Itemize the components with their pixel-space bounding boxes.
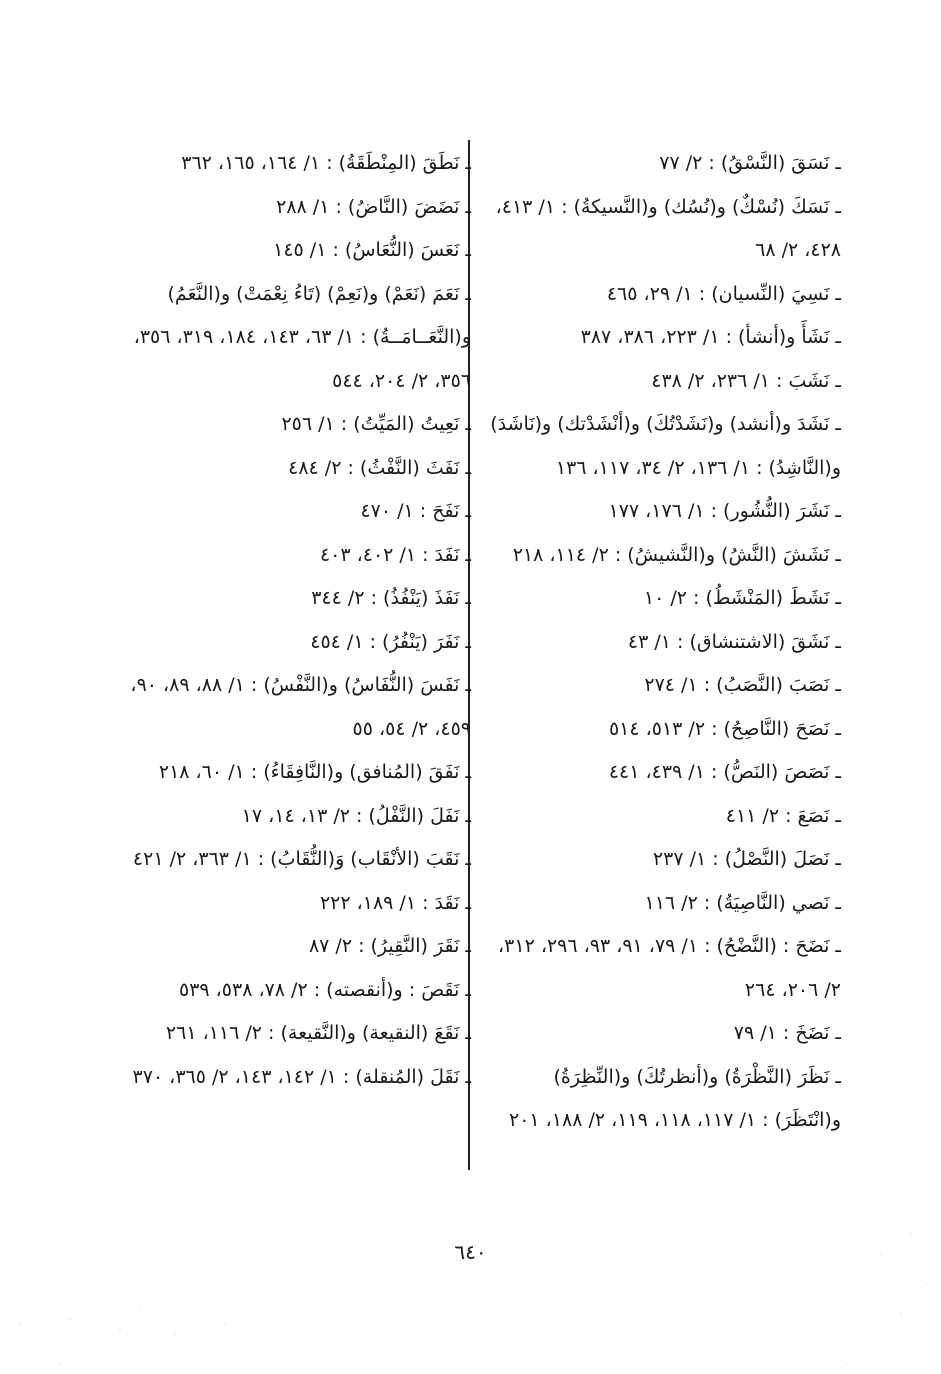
index-entry: ـ نَسَكَ (نُسْكٌ) و(نُسُك) و(النَّسيكةُ) : ١/ ٤١٣، ٤٢٨، ٢/ ٦٨: [495, 195, 841, 261]
index-entry: ـ نَفَرَ (يَنْفُرُ) : ١/ ٤٥٤: [310, 630, 471, 653]
index-column-left: [126, 142, 471, 1099]
index-entry: ـ نَشَدَ و(أنشد) و(نَشَدْتُكَ) و(أنْشَدْتك) و(نَاشَدَ) و(النَّاشِدُ) : ١/ ١٣٦، ٢/ ٣٤، ١١٧، ١٣٦: [490, 413, 841, 479]
index-entry: ـ نَضَحَ : (النَّضْحُ) : ١/ ٧٩، ٩١، ٩٣، ٢٩٦، ٣١٢، ٢/ ٢٠٦، ٢٦٤: [498, 935, 841, 1001]
index-entry: ـ نَفَقَ (المُنافق) و(النَّافِقَاءُ) : ١/ ٦٠، ٢١٨: [158, 761, 471, 783]
index-entry: ـ نَصَحَ (النَّاصِحُ) : ٢/ ٥١٣، ٥١٤: [608, 717, 841, 740]
index-entry: ـ نَصَلَ (النَّصْلُ) : ١/ ٢٣٧: [652, 848, 841, 870]
index-entry: ـ نَطَقَ (المِنْطَقَةُ) : ١/ ١٦٤، ١٦٥، ٣٦٢: [181, 152, 471, 174]
index-entry: ـ نَسَقَ (النَّسْقُ) : ٢/ ٧٧: [659, 152, 841, 174]
index-entry: ـ نَفَسَ (النُّفَاسُ) و(النَّفْسُ) : ١/ ٨٨، ٨٩، ٩٠، ٤٥٩، ٢/ ٥٤، ٥٥: [130, 674, 471, 740]
index-entry: ـ نَفَدَ : ١/ ٤٠٢، ٤٠٣: [319, 543, 471, 566]
index-column-right: [486, 142, 841, 1143]
page-number: ٦٤٠: [454, 1240, 487, 1264]
index-entry: ـ نَشَرَ (النُّشُور) : ١/ ١٧٦، ١٧٧: [608, 500, 841, 522]
index-entry: ـ نَقَرَ (النَّقِيرُ) : ٢/ ٨٧: [308, 935, 471, 957]
index-entry: ـ نَقَبَ (الأنْقَاب) وَ(النُّقَابُ) : ١/ ٣٦٣، ٢/ ٤٢١: [132, 848, 471, 870]
index-entry: ـ نَشَطَ (المَنْشَطُ) : ٢/ ١٠: [643, 587, 841, 609]
index-entry: ـ نَعِيتُ (المَيِّتُ) : ١/ ٢٥٦: [281, 413, 471, 435]
index-entry: ـ نَفَثَ (النَّفْثُ) : ٢/ ٤٨٤: [288, 456, 471, 479]
index-entry: ـ نَصَصَ (النَصُّ) : ١/ ٤٣٩، ٤٤١: [608, 761, 841, 783]
index-entry: ـ نَقَلَ (المُنقلة) : ١/ ١٤٢، ١٤٣، ٢/ ٣٦٥، ٣٧٠: [132, 1065, 471, 1088]
index-entry: ـ نَشَأَ و(أنشأ) : ١/ ٢٢٣، ٣٨٦، ٣٨٧: [580, 326, 841, 348]
index-entry: ـ نَشَقَ (الاشتنشاق) : ١/ ٤٣: [627, 630, 841, 653]
scan-noise-left: [0, 1264, 280, 1374]
index-entry: ـ نَضَخَ : ١/ ٧٩: [733, 1022, 841, 1044]
index-entry: ـ نَسِيَ (النِّسيان) : ١/ ٢٩، ٤٦٥: [606, 282, 841, 305]
index-entry: ـ نَعَسَ (النُّعَاسُ) : ١/ ١٤٥: [273, 239, 471, 261]
index-entry: ـ نَظَرَ (النَّظْرَةُ) و(أنظرتُكَ) و(النِّظِرَةُ) و(انْتَظَرَ) : ١/ ١١٧، ١١٨، ١١٩، ٢/ ١٨٨، ٢٠١: [508, 1065, 841, 1131]
index-entry: ـ نَقَدَ : ١/ ١٨٩، ٢٢٢: [319, 891, 471, 914]
index-entry: ـ نَشَبَ : ١/ ٢٣٦، ٢/ ٤٣٨: [651, 369, 841, 392]
index-entry: ـ نَقَعَ (النقيعة) و(النَّقيعة) : ٢/ ١١٦، ٢٦١: [165, 1022, 471, 1044]
index-entry: ـ نَضَضَ (النَّاضُ) : ١/ ٢٨٨: [276, 195, 471, 218]
index-entry: ـ نَقَصَ : و(أنقصته) : ٢/ ٧٨، ٥٣٨، ٥٣٩: [178, 978, 471, 1001]
index-entry: ـ نَصي (النَّاصِيَةُ) : ٢/ ١١٦: [644, 891, 841, 914]
index-entry: ـ نَعَمَ (نَعَمْ) و(نَعِمْ) (تَاءُ نِعْمَتْ) و(النَّعَمُ) و(النَّعَــامَــةُ) : ١/ ٦٣، ١٤٣، ١٨٤، ٣١٩، ٣٥٦، ٣٥٦، ٢/ ٢٠٤، ٥٤٤: [133, 282, 471, 392]
index-entry: ـ نَفَحَ : ١/ ٤٧٠: [360, 500, 471, 522]
index-entry: ـ نَصَعَ : ٢/ ٤١١: [725, 804, 841, 827]
index-entry: ـ نَصَبَ (النَّصَبُ) : ١/ ٢٧٤: [644, 674, 841, 696]
index-entry: ـ نَفَلَ (النَّفْلُ) : ٢/ ١٣، ١٤، ١٧: [241, 804, 471, 827]
index-entry: ـ نَفَذَ (يَنْفُذُ) : ٢/ ٣٤٤: [311, 587, 471, 609]
scan-noise-right: [831, 1194, 941, 1374]
index-entry: ـ نَشَشَ (النَّشُ) و(النَّشيشُ) : ٢/ ١١٤، ٢١٨: [512, 543, 841, 566]
